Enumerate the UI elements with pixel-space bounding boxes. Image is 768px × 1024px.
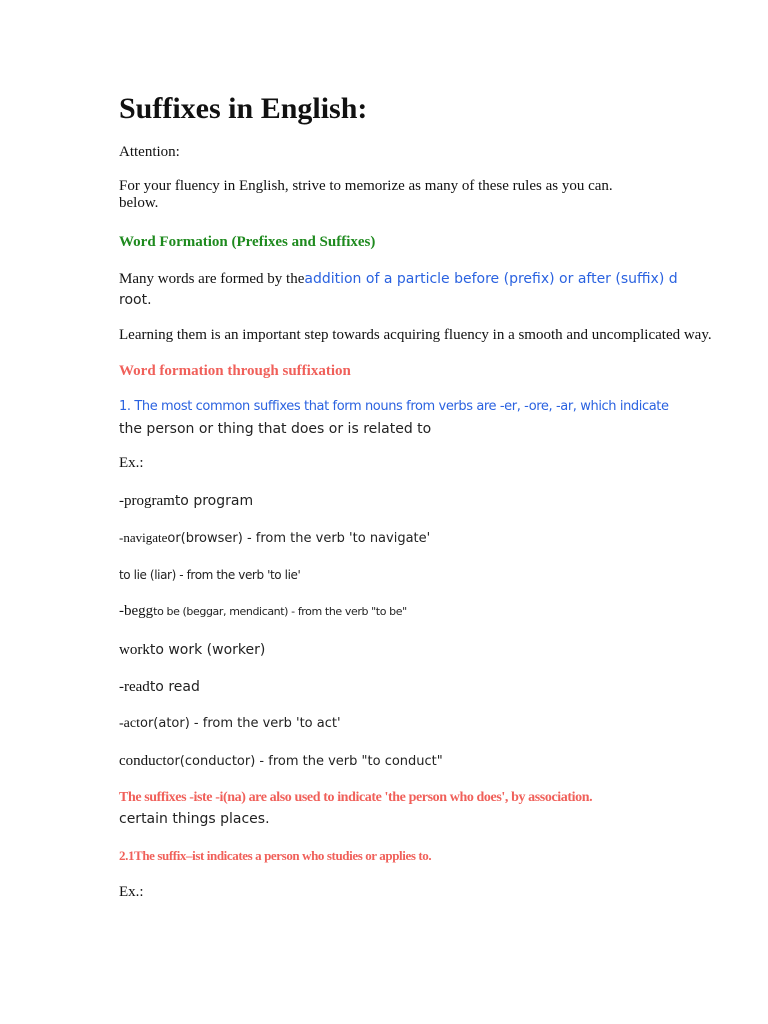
example-item — [119, 678, 200, 696]
many-words-text: Many words are formed by the — [119, 271, 305, 287]
example-gloss: or(browser) - from the verb 'to navigate' — [167, 531, 431, 546]
page-title: Suffixes in English: — [119, 92, 368, 125]
example-item — [119, 752, 443, 770]
example-gloss: or(conductor) - from the verb "to conduct" — [166, 754, 443, 769]
example-stem: -read — [119, 679, 150, 695]
suffix-note-continuation: certain things places. — [119, 811, 270, 827]
example-gloss: to be (beggar, mendicant) - from the verb "to be" — [153, 605, 407, 618]
learning-paragraph: Learning them is an important step towards acquiring fluency in a smooth and uncomplicated way. — [119, 327, 712, 343]
example-label-1: Ex.: — [119, 455, 144, 471]
attention-label: Attention: — [119, 144, 180, 160]
many-words-line — [119, 270, 678, 288]
example-label-2: Ex.: — [119, 884, 144, 900]
point-1-continuation: the person or thing that does or is related to — [119, 421, 432, 437]
example-item — [119, 492, 253, 510]
example-gloss: to work (worker) — [149, 642, 266, 658]
intro-line-2: below. — [119, 195, 159, 211]
example-stem: -act — [119, 716, 140, 731]
example-stem: conduct — [119, 753, 167, 769]
example-item — [119, 714, 341, 732]
example-gloss: to lie (liar) - from the verb 'to lie' — [119, 568, 301, 582]
example-stem: -program — [119, 493, 175, 509]
point-1-text: 1. The most common suffixes that form nouns from verbs are -er, -ore, -ar, which indicate — [119, 399, 669, 414]
heading-suffixation: Word formation through suffixation — [119, 363, 351, 379]
many-words-continuation: root. — [119, 292, 152, 308]
point-2-1-text: 2.1The suffix–ist indicates a person who studies or applies to. — [119, 848, 432, 863]
suffix-note: The suffixes -iste -i(na) are also used to indicate 'the person who does', by association. — [119, 790, 593, 805]
example-stem: work — [119, 642, 150, 658]
example-item — [119, 529, 430, 547]
example-item — [119, 641, 265, 659]
example-stem: -begg — [119, 603, 154, 619]
example-item — [119, 566, 300, 584]
example-item — [119, 602, 407, 620]
example-gloss: or(ator) - from the verb 'to act' — [139, 716, 341, 731]
heading-word-formation: Word Formation (Prefixes and Suffixes) — [119, 234, 376, 250]
intro-line-1: For your fluency in English, strive to memorize as many of these rules as you can. — [119, 178, 613, 194]
example-gloss: to read — [149, 679, 200, 695]
many-words-highlight: addition of a particle before (prefix) or after (suffix) d — [304, 271, 678, 287]
example-stem: -navigate — [119, 530, 168, 545]
example-gloss: to program — [174, 493, 254, 509]
